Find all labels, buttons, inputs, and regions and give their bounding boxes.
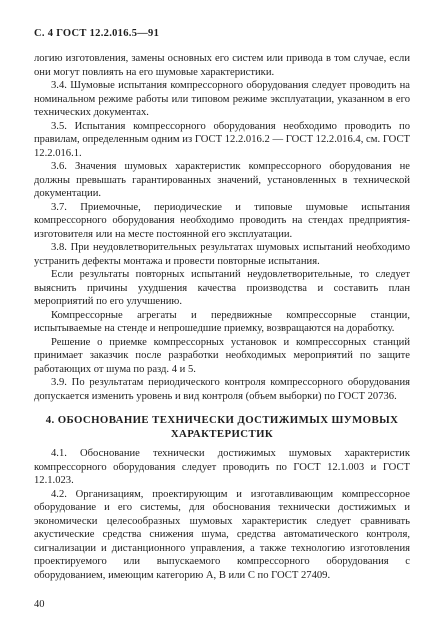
page-header: С. 4 ГОСТ 12.2.016.5—91 <box>34 28 160 39</box>
paragraph-continuation: логию изготовления, замены основных его систем или привода в том случае, если они могут повлиять на его шумовые характеристики. <box>34 53 410 78</box>
paragraph-3-5: 3.5. Испытания компрессорного оборудования необходимо проводить по правилам, определенным одним из ГОСТ 12.2.016.2 — ГОСТ 12.2.016.4, см. ГОСТ 12.2.016.1. <box>34 120 410 159</box>
paragraph-3-9: 3.9. По результатам периодического контроля компрессорного оборудования допускается изменить уровень и вид контроля (объем выборки) по ГОСТ 20736. <box>34 377 410 402</box>
paragraph-repeat-tests: Если результаты повторных испытаний неудовлетворительные, то следует выяснить причины ухудшения качества производства и составить план мероприятий по его улучшению. <box>34 269 410 307</box>
paragraph-4-2: 4.2. Организациям, проектирующим и изготавливающим компрессорное оборудование и его системы, для обоснования технически достижимых и экономически целесообразных шумовых характеристик следует сравнивать акустические средства снижения шума, средства автоматического контроля, сигнализации и дистанционного управления, а также технологию изготовления проектируемого или выпускаемого компрессорного оборудования с оборудованием, имеющим категорию А, В или С по ГОСТ 27409. <box>34 488 410 581</box>
document-body <box>34 52 410 582</box>
page-number: 40 <box>34 599 45 610</box>
paragraph-compressor-units: Компрессорные агрегаты и передвижные компрессорные станции, испытываемые на стенде и непрошедшие приемку, возвращаются на доработку. <box>34 309 410 334</box>
paragraph-4-1: 4.1. Обоснование технически достижимых шумовых характеристик компрессорного оборудования следует проводить по ГОСТ 12.1.003 и ГОСТ 12.1.023. <box>34 448 410 486</box>
paragraph-acceptance-decision: Решение о приемке компрессорных установок и компрессорных станций принимает заказчик после разработки необходимых мероприятий по защите работающих от шума по разд. 4 и 5. <box>34 336 410 375</box>
paragraph-3-4: 3.4. Шумовые испытания компрессорного оборудования следует проводить на номинальном режиме работы или типовом режиме эксплуатации, указанном в его технических документах. <box>34 80 410 118</box>
paragraph-3-8: 3.8. При неудовлетворительных результатах шумовых испытаний необходимо устранить дефекты монтажа и провести повторные испытания. <box>34 242 410 267</box>
paragraph-3-6: 3.6. Значения шумовых характеристик компрессорного оборудования не должны превышать гарантированных значений, установленных в технической документации. <box>34 161 410 199</box>
paragraph-3-7: 3.7. Приемочные, периодические и типовые шумовые испытания компрессорного оборудования необходимо проводить на стендах предприятия-изготовителя или на месте постоянной его эксплуатации. <box>34 201 410 240</box>
section-heading: 4. ОБОСНОВАНИЕ ТЕХНИЧЕСКИ ДОСТИЖИМЫХ ШУМОВЫХ ХАРАКТЕРИСТИК <box>45 414 399 440</box>
